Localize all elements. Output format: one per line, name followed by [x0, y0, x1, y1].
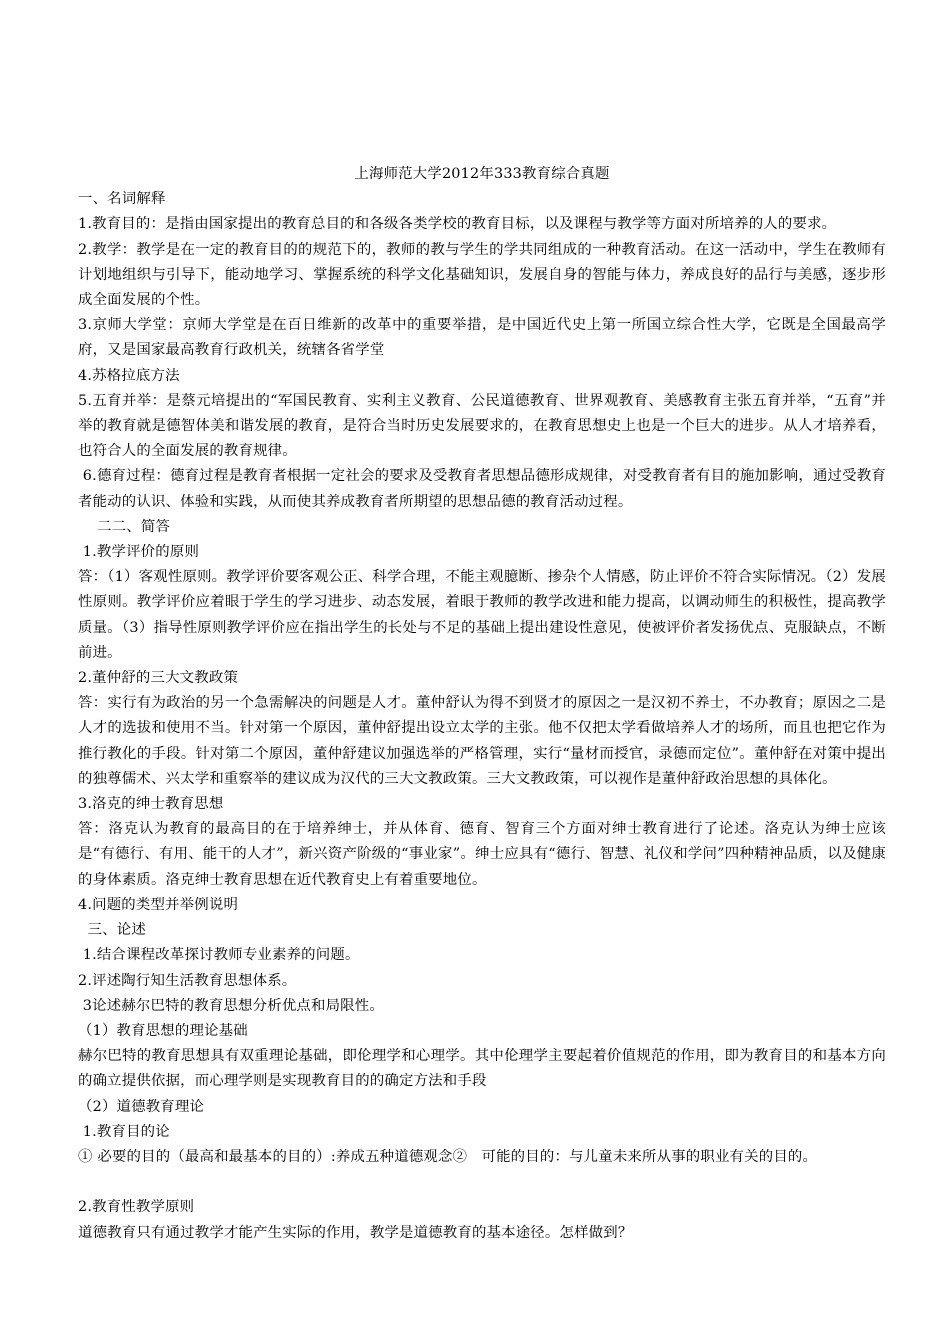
paragraph: 1.教育目的论: [78, 1123, 170, 1140]
paragraph: 2.教学：教学是在一定的教育目的的规范下的，教师的教与学生的学共同组成的一种教育活动。在这一活动中，学生在教师有计划地组织与引导下，能动地学习、掌握系统的科学文化基础知识，发展自身的智能与体力，养成良好的品行与美感，逐步形成全面发展的个性。: [78, 241, 886, 309]
paragraph: 2.教育性教学原则: [78, 1199, 195, 1216]
paragraph: 三、论述: [78, 922, 146, 939]
paragraph: 二二、简答: [78, 518, 171, 535]
paragraph: 2.董仲舒的三大文教政策: [78, 670, 239, 687]
paragraph: 4.苏格拉底方法: [78, 367, 180, 384]
paragraph: 3.京师大学堂：京师大学堂是在百日维新的改革中的重要举措，是中国近代史上第一所国立综合性大学，它既是全国最高学府，又是国家最高教育行政机关，统辖各省学堂: [78, 317, 886, 359]
document-page: [78, 162, 886, 1246]
page-title: 上海师范大学2012年333教育综合真题: [354, 166, 610, 182]
blank-line: [78, 1170, 886, 1195]
paragraph: ① 必要的目的（最高和最基本的目的）:养成五种道德观念② 可能的目的：与儿童未来所从事的职业有关的目的。: [78, 1148, 818, 1165]
paragraph: 赫尔巴特的教育思想具有双重理论基础，即伦理学和心理学。其中伦理学主要起着价值规范的作用，即为教育目的和基本方向的确立提供依据，而心理学则是实现教育目的的确定方法和手段: [78, 1048, 886, 1090]
paragraph: 1.结合课程改革探讨教师专业素养的问题。: [78, 947, 360, 964]
paragraph: （2）道德教育理论: [78, 1098, 205, 1115]
paragraph: （1）教育思想的理论基础: [78, 1022, 248, 1039]
paragraph: 3.洛克的绅士教育思想: [78, 796, 224, 813]
paragraph: 答：（1）客观性原则。教学评价要客观公正、科学合理，不能主观臆断、掺杂个人情感，防止评价不符合实际情况。（2）发展性原则。教学评价应着眼于学生的学习进步、动态发展，着眼于教师的教学改进和能力提高，以调动师生的积极性，提高教学质量。（3）指导性原则教学评价应在指出学生的长处与不足的基础上提出建设性意见，使被评价者发扬优点、克服缺点，不断前进。: [78, 569, 886, 661]
paragraph: 1.教育目的：是指由国家提出的教育总目的和各级各类学校的教育目标，以及课程与教学等方面对所培养的人的要求。: [78, 216, 837, 233]
paragraph: 5.五育并举：是蔡元培提出的“军国民教育、实利主义教育、公民道德教育、世界观教育、美感教育主张五育并举，“五育”并举的教育就是德智体美和谐发展的教育，是符合当时历史发展要求的，在教育思想史上也是一个巨大的进步。从人才培养看，也符合人的全面发展的教育规律。: [78, 392, 886, 460]
paragraph: 3论述赫尔巴特的教育思想分析优点和局限性。: [78, 997, 384, 1014]
paragraph: 答：洛克认为教育的最高目的在于培养绅士，并从体育、德育、智育三个方面对绅士教育进行了论述。洛克认为绅士应该是“有德行、有用、能干的人才”，新兴资产阶级的“事业家”。绅士应具有“德行、智慧、礼仪和学问”四种精神品质，以及健康的身体素质。洛克绅士教育思想在近代教育史上有着重要地位。: [78, 821, 886, 888]
paragraph: 4.问题的类型并举例说明: [78, 896, 239, 913]
paragraph: 答：实行有为政治的另一个急需解决的问题是人才。董仲舒认为得不到贤才的原因之一是汉初不养士，不办教育；原因之二是人才的选拔和使用不当。针对第一个原因，董仲舒提出设立太学的主张。他不仅把太学看做培养人才的场所，而且也把它作为推行教化的手段。针对第二个原因，董仲舒建议加强选举的严格管理，实行“量材而授官，录德而定位”。董仲舒在对策中提出的独尊儒术、兴太学和重察举的建议成为汉代的三大文教政策。三大文教政策，可以视作是董仲舒政治思想的具体化。: [78, 695, 886, 787]
document-body: [78, 187, 886, 1246]
paragraph: 一、名词解释: [78, 191, 166, 208]
paragraph: 2.评述陶行知生活教育思想体系。: [78, 972, 297, 989]
paragraph: 6.德育过程：德育过程是教育者根据一定社会的要求及受教育者思想品德形成规律，对受教育者有目的施加影响，通过受教育者能动的认识、体验和实践，从而使其养成教育者所期望的思想品德的教育活动过程。: [78, 468, 886, 510]
paragraph: 1.教学评价的原则: [78, 544, 200, 561]
paragraph: 道德教育只有通过教学才能产生实际的作用，教学是道德教育的基本途径。怎样做到？: [78, 1224, 633, 1241]
